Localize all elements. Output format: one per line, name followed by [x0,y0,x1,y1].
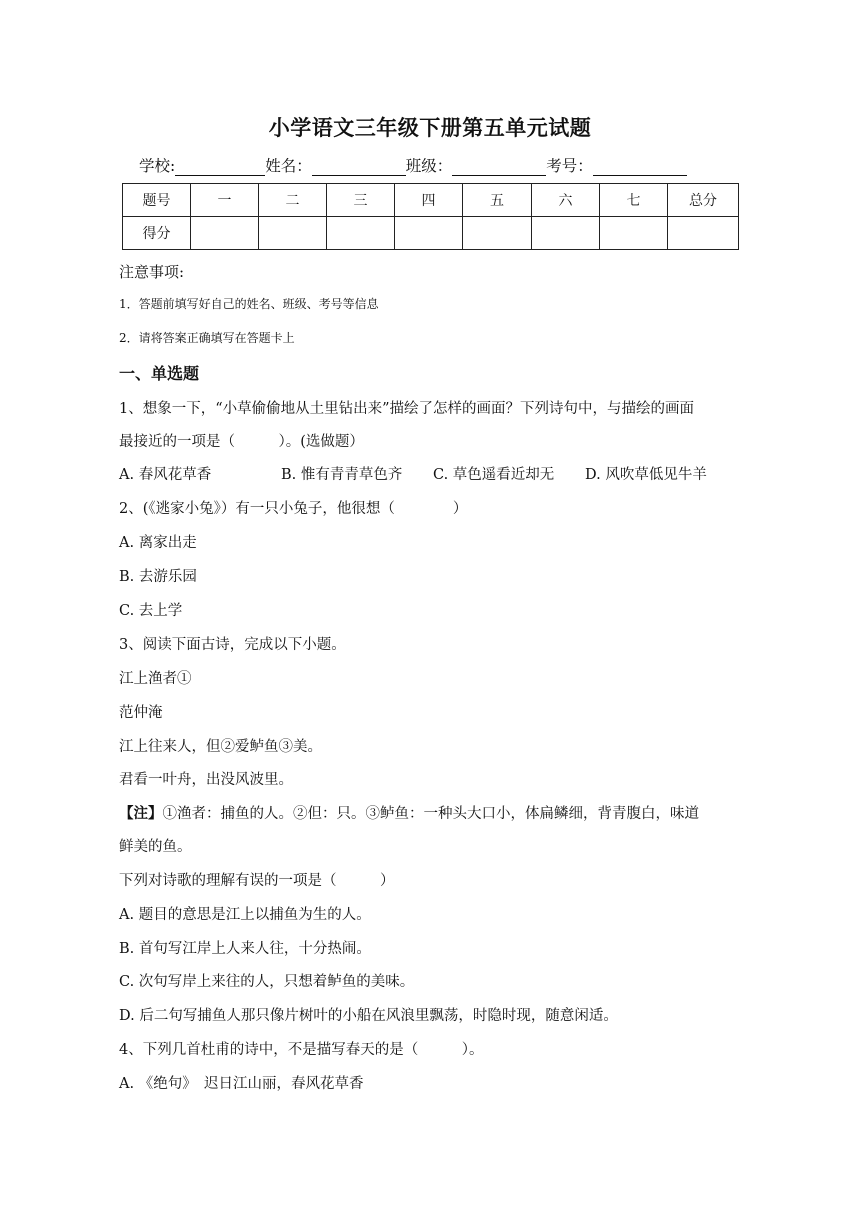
poem-line: 君看一叶舟，出没风波里。 [119,772,293,788]
table-header-cell: 三 [327,184,395,217]
note-text: ①渔者：捕鱼的人。②但：只。③鲈鱼：一种头大口小，体扁鳞细，背青腹白，味道 [162,806,699,822]
poem-title: 江上渔者① [119,671,192,687]
school-label: 学校: [139,157,176,175]
notice-heading: 注意事项: [119,263,185,281]
score-table [122,183,739,250]
q3-option-a[interactable]: A. 题目的意思是江上以捕鱼为生的人。 [119,907,371,923]
section-heading: 一、单选题 [119,364,200,383]
score-cell[interactable] [327,217,395,250]
q2-option-c[interactable]: C. 去上学 [119,603,183,619]
score-cell[interactable] [259,217,327,250]
class-label: 班级： [405,157,453,175]
q3-sub-stem: 下列对诗歌的理解有误的一项是（ ） [119,873,395,889]
score-cell[interactable] [600,217,668,250]
score-cell[interactable] [532,217,600,250]
q1-stem-line1: 1、想象一下，“小草偷偷地从土里钻出来”描绘了怎样的画面？下列诗句中，与描绘的画面 [119,401,695,417]
page-title: 小学语文三年级下册第五单元试题 [268,116,592,140]
score-table-header-row [123,184,739,217]
score-cell[interactable] [463,217,532,250]
table-header-cell: 一 [191,184,259,217]
score-table-score-row [123,217,739,250]
notice-item: 2．请将答案正确填写在答题卡上 [119,331,295,345]
score-row-label: 得分 [123,217,191,250]
school-blank[interactable] [175,157,265,176]
table-header-cell: 七 [600,184,668,217]
q2-option-b[interactable]: B. 去游乐园 [119,569,197,585]
name-label: 姓名： [265,157,312,175]
table-header-cell: 五 [463,184,532,217]
poem-note-line1 [119,802,699,823]
poem-line: 江上往来人，但②爱鲈鱼③美。 [119,739,322,755]
q2-stem: 2、(《逃家小兔》）有一只小兔子，他很想（ ） [119,501,468,517]
q3-option-b[interactable]: B. 首句写江岸上人来人往，十分热闹。 [119,941,371,957]
q1-stem-line2: 最接近的一项是（ ）。(选做题） [119,434,364,450]
q3-option-d[interactable]: D. 后二句写捕鱼人那只像片树叶的小船在风浪里飘荡，时隐时现，随意闲适。 [119,1008,618,1024]
student-info-row [139,154,687,176]
table-header-cell: 二 [259,184,327,217]
q2-option-a[interactable]: A. 离家出走 [119,535,197,551]
table-header-cell: 总分 [668,184,739,217]
table-header-cell: 四 [395,184,463,217]
q1-option-d[interactable]: D. 风吹草低见牛羊 [585,467,707,483]
class-blank[interactable] [452,157,546,176]
name-blank[interactable] [312,157,406,176]
q4-stem: 4、下列几首杜甫的诗中，不是描写春天的是（ ）。 [119,1042,484,1058]
score-cell[interactable] [668,217,739,250]
q1-option-b[interactable]: B. 惟有青青草色齐 [281,467,403,483]
notice-item: 1．答题前填写好自己的姓名、班级、考号等信息 [119,297,379,311]
poem-author: 范仲淹 [119,705,163,721]
q4-option-a[interactable]: A. 《绝句》 迟日江山丽，春风花草香 [119,1076,364,1092]
exam-no-blank[interactable] [593,157,687,176]
poem-note-line2: 鲜美的鱼。 [119,839,192,855]
exam-no-label: 考号： [546,157,593,175]
table-header-cell: 题号 [123,184,191,217]
q1-option-c[interactable]: C. 草色遥看近却无 [433,467,555,483]
note-label: 【注】 [119,805,163,822]
q1-option-a[interactable]: A. 春风花草香 [119,467,212,483]
q3-stem: 3、阅读下面古诗，完成以下小题。 [119,637,346,653]
score-cell[interactable] [395,217,463,250]
table-header-cell: 六 [532,184,600,217]
q3-option-c[interactable]: C. 次句写岸上来往的人，只想着鲈鱼的美味。 [119,974,415,990]
score-cell[interactable] [191,217,259,250]
